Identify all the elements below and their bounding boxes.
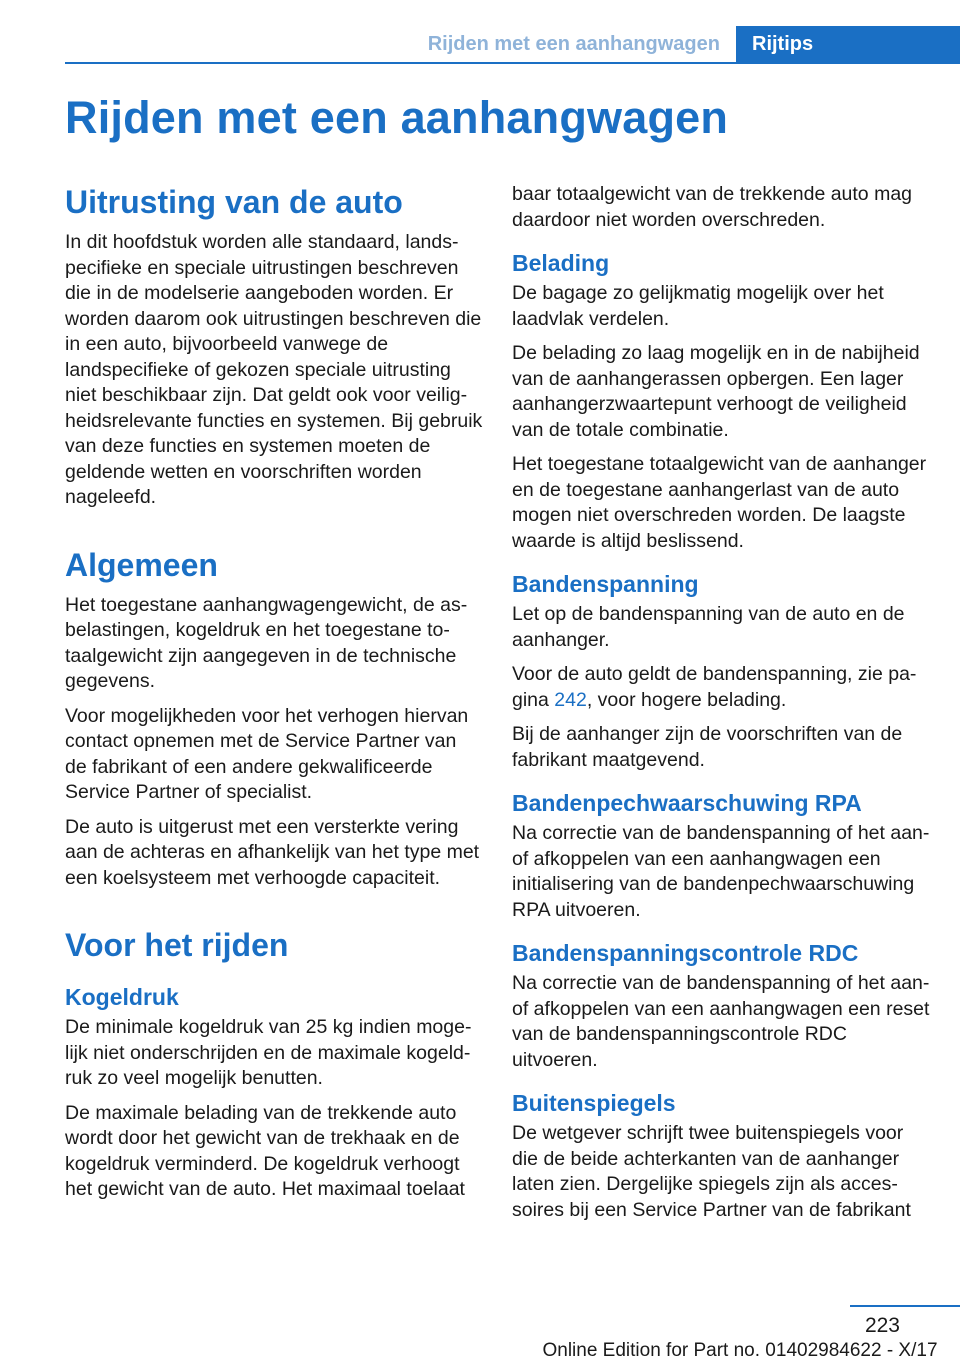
heading-rpa: Bandenpechwaarschuwing RPA <box>512 790 862 816</box>
paragraph-algemeen-3: De auto is uitgerust met een versterkte vering aan de achteras en afhankelijk van het type met een koelsysteem met verhoogde capaciteit. <box>65 815 480 889</box>
heading-uitrusting: Uitrusting van de auto <box>65 184 403 220</box>
paragraph-belading-1: De bagage zo gelijkmatig mogelijk over het laadvlak verdelen. <box>512 282 884 330</box>
header-rule <box>65 62 960 64</box>
paragraph-algemeen-2: Voor mogelijkheden voor het verhogen hiervan contact opnemen met de Service Partner van de fabrikant of een andere gekwalificeerde Service Partner of specialist. <box>65 704 469 803</box>
paragraph-rdc: Na correctie van de bandenspanning of het aan- of afkoppelen van een aanhangwagen een reset van de bandenspanningscontrole RDC uitvoeren. <box>512 972 930 1071</box>
page-number: 223 <box>864 1314 900 1337</box>
right-column <box>512 182 934 1232</box>
paragraph-belading-3: Het toegestane totaalgewicht van de aanhanger en de toegestane aanhangerlast van de auto mogen niet overschreden worden. De laagste waarde is altijd beslissend. <box>512 453 927 552</box>
paragraph-bandenspanning-3: Bij de aanhanger zijn de voorschriften van de fabrikant maatgevend. <box>512 723 903 771</box>
left-column <box>65 182 483 1212</box>
paragraph-algemeen-1: Het toegestane aanhangwagengewicht, de asbelastingen, kogeldruk en het toegestane totaalgewicht zijn aangegeven in de technische gegevens. <box>65 593 468 692</box>
page-title: Rijden met een aanhangwagen <box>65 92 729 143</box>
header-section-tab: Rijden met een aanhangwagen <box>427 32 720 55</box>
text-segment: , voor hogere belading. <box>586 688 787 711</box>
paragraph-kogeldruk-1: De minimale kogeldruk van 25 kg indien mogelijk niet onderschrijden en de maximale kogeldruk zo veel mogelijk benutten. <box>65 1016 472 1089</box>
paragraph-kogeldruk-2: De maximale belading van de trekkende auto wordt door het gewicht van de trekhaak en de kogeldruk verminderd. De kogeldruk verhoogt het gewicht van de auto. Het maximaal toelaat <box>65 1101 465 1200</box>
heading-bandenspanning: Bandenspanning <box>512 571 699 597</box>
paragraph-uitrusting: In dit hoofdstuk worden alle standaard, landspecifieke en speciale uitrustingen beschreven die in de modelserie aangeboden worden. Er worden daarom ook uitrustingen beschreven die in een auto, bijvoorbeeld vanwege de landspecifieke of gekozen speciale uitrusting niet beschikbaar zijn. Dat geldt ook voor veiligheidsrelevante functies en systemen. Bij gebruik van deze functies en systemen moeten de geldende wetten en voorschriften worden nageleefd. <box>65 231 483 508</box>
heading-voor-het-rijden: Voor het rijden <box>65 927 289 963</box>
paragraph-bandenspanning-1: Let op de bandenspanning van de auto en de aanhanger. <box>512 603 905 651</box>
paragraph-continued: baar totaalgewicht van de trekkende auto mag daardoor niet worden overschreden. <box>512 183 913 231</box>
header-chapter-tab: Rijtips <box>736 26 960 62</box>
heading-algemeen: Algemeen <box>65 546 218 583</box>
paragraph-rpa: Na correctie van de bandenspanning of het aan- of afkoppelen van een aanhangwagen een initialisering van de bandenpechwaarschuwing RPA uitvoeren. <box>512 822 930 921</box>
heading-belading: Belading <box>512 250 610 276</box>
heading-kogeldruk: Kogeldruk <box>65 984 179 1010</box>
paragraph-bandenspanning-2 <box>512 662 934 713</box>
heading-rdc: Bandenspanningscontrole RDC <box>512 940 859 966</box>
text-segment: Voor de auto geldt de bandenspanning, zie pagina <box>512 663 917 711</box>
page-link-242[interactable]: 242 <box>554 688 587 711</box>
footer-rule <box>850 1305 960 1307</box>
edition-note: Online Edition for Part no. 01402984622 - X/17 <box>542 1340 938 1361</box>
paragraph-belading-2: De belading zo laag mogelijk en in de nabijheid van de aanhangerassen opbergen. Een lager aanhangerzwaartepunt verhoogt de veiligheid van de totale combinatie. <box>512 342 920 441</box>
paragraph-buitenspiegels: De wetgever schrijft twee buitenspiegels voor die de beide achterkanten van de aanhanger laten zien. Dergelijke spiegels zijn als accessoires bij een Service Partner van de fabrikant <box>512 1122 911 1221</box>
heading-buitenspiegels: Buitenspiegels <box>512 1090 676 1116</box>
